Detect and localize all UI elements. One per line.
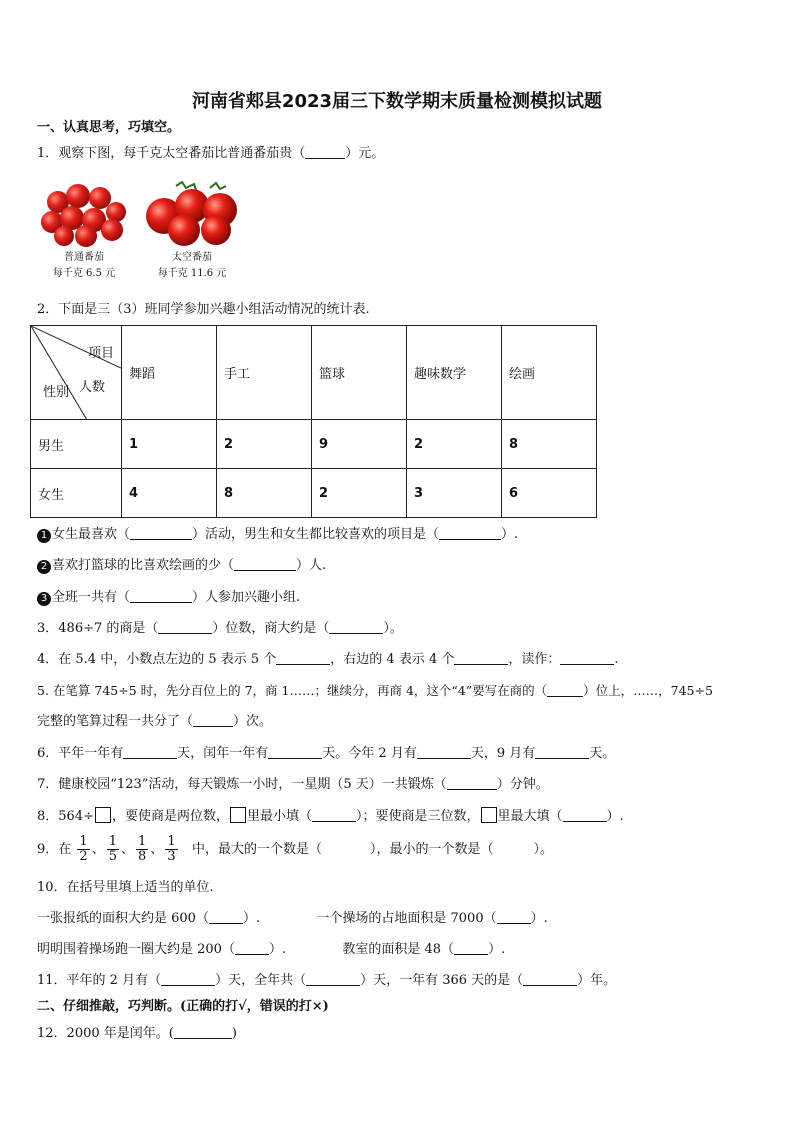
- fraction-numerator: 1: [79, 834, 88, 849]
- question-3: [37, 620, 403, 638]
- question-7: [37, 776, 549, 794]
- q10-l1c: 一个操场的占地面积是 7000（: [316, 911, 497, 926]
- box-square: [95, 807, 111, 823]
- box-square: [481, 807, 497, 823]
- page-title: 河南省郏县2023届三下数学期末质量检测模拟试题: [191, 91, 603, 112]
- separator: 、: [150, 842, 164, 857]
- q8-e: 里最大填（: [497, 809, 563, 824]
- fraction: [136, 835, 148, 864]
- diagonal-lines: [31, 326, 121, 420]
- answer-blank[interactable]: [130, 590, 192, 603]
- q10-l1d: ）.: [530, 911, 548, 926]
- q4-c: ，读作：: [508, 652, 561, 667]
- fraction: [165, 835, 177, 864]
- space-tomato-label: 太空番茄: [172, 252, 212, 263]
- q2-sub1-a: 女生最喜欢（: [52, 527, 131, 542]
- q6-c: 天。今年 2 月有: [322, 746, 417, 761]
- answer-blank[interactable]: [130, 527, 192, 540]
- q2-sub3-a: 全班一共有（: [52, 590, 131, 605]
- answer-blank[interactable]: [235, 942, 269, 955]
- q9-c: ），最小的一个数是（: [370, 842, 494, 857]
- answer-blank[interactable]: [547, 684, 583, 697]
- answer-blank[interactable]: [305, 146, 345, 159]
- q8-a: 8．564÷: [37, 809, 94, 824]
- answer-blank[interactable]: [417, 746, 471, 759]
- q10-l2d: ）.: [488, 942, 506, 957]
- q2-sub2-a: 喜欢打篮球的比喜欢绘画的少（: [52, 558, 235, 573]
- question-2-sub-2: [37, 557, 326, 575]
- q8-d: ）；要使商是三位数，: [356, 809, 480, 824]
- fraction-denominator: 8: [138, 849, 147, 864]
- q6-d: 天，9 月有: [470, 746, 536, 761]
- q6-b: 天，闰年一年有: [177, 746, 269, 761]
- answer-blank[interactable]: [193, 714, 233, 727]
- q6-e: 天。: [589, 746, 616, 761]
- data-cell: 1: [122, 420, 217, 469]
- q12-b: ): [231, 1026, 237, 1041]
- fraction: [107, 835, 119, 864]
- q5-b: ）位上，……，745÷5: [583, 683, 713, 698]
- answer-blank[interactable]: [312, 809, 356, 822]
- circled-number-mark: 1: [37, 529, 51, 543]
- answer-blank[interactable]: [161, 973, 215, 986]
- data-cell: 4: [122, 469, 217, 518]
- q10-l2b: ）.: [268, 942, 287, 957]
- question-5-line-1: [37, 682, 713, 700]
- diag-count-label: 人数: [79, 380, 106, 395]
- answer-blank[interactable]: [454, 652, 508, 665]
- q3-a: 3．486÷7 的商是（: [37, 621, 159, 636]
- row-label: 男生: [31, 420, 122, 469]
- q8-c: 里最小填（: [247, 809, 313, 824]
- answer-blank[interactable]: [560, 652, 614, 665]
- q11-c: ）天，一年有 366 天的是（: [360, 973, 524, 988]
- fraction-denominator: 3: [167, 849, 176, 864]
- question-10-line-1: [37, 910, 548, 928]
- question-10-intro: 10．在括号里填上适当的单位.: [37, 880, 214, 895]
- ordinary-tomato-figure: [38, 180, 130, 280]
- section-2-heading: 二、仔细推敲，巧判断。(正确的打√，错误的打×): [37, 999, 329, 1014]
- answer-blank[interactable]: [563, 809, 607, 822]
- answer-blank[interactable]: [523, 973, 577, 986]
- fraction-denominator: 5: [108, 849, 117, 864]
- header-cell: 趣味数学: [407, 326, 502, 420]
- q10-l1b: ）.: [242, 911, 261, 926]
- q1-text-b: ）元。: [345, 146, 385, 161]
- data-cell: 2: [407, 420, 502, 469]
- question-10-line-2: [37, 941, 505, 959]
- q7-a: 7．健康校园“123”活动，每天锻炼一小时，一星期（5 天）一共锻炼（: [37, 777, 447, 792]
- fraction: [77, 835, 89, 864]
- question-1: [37, 145, 384, 163]
- q5-c: 完整的笔算过程一共分了（: [37, 714, 194, 729]
- question-2-sub-1: [37, 526, 518, 544]
- header-cell: 篮球: [312, 326, 407, 420]
- answer-blank[interactable]: [454, 942, 488, 955]
- q3-c: ）。: [383, 621, 403, 636]
- data-cell: 3: [407, 469, 502, 518]
- q4-a: 4．在 5.4 中，小数点左边的 5 表示 5 个: [37, 652, 277, 667]
- data-cell: 2: [217, 420, 312, 469]
- answer-blank[interactable]: [535, 746, 589, 759]
- circled-number-mark: 2: [37, 560, 51, 574]
- q4-b: ，右边的 4 表示 4 个: [330, 652, 455, 667]
- q4-d: .: [614, 652, 619, 667]
- q5-a: 5. 在笔算 745÷5 时，先分百位上的 7，商 1……；继续分，再商 4，这个“4”要写在商的（: [37, 683, 548, 698]
- answer-blank[interactable]: [329, 621, 383, 634]
- q8-f: ）.: [606, 809, 624, 824]
- diag-gender-label: 性别: [43, 385, 70, 400]
- q11-a: 11．平年的 2 月有（: [37, 973, 162, 988]
- data-cell: 9: [312, 420, 407, 469]
- separator: 、: [91, 842, 105, 857]
- q5-d: ）次。: [233, 714, 273, 729]
- interest-group-table: [30, 325, 597, 518]
- table-row: [31, 469, 597, 518]
- question-12: [37, 1025, 237, 1043]
- tomato-pile-image: [38, 180, 130, 248]
- header-cell: 绘画: [502, 326, 597, 420]
- question-4: [37, 651, 619, 669]
- q9-d: ）。: [533, 842, 554, 857]
- q8-b: ，要使商是两位数，: [111, 809, 229, 824]
- q9-a: 9．在: [37, 842, 72, 857]
- ordinary-tomato-price: 每千克 6.5 元: [52, 268, 116, 279]
- answer-blank[interactable]: [447, 777, 497, 790]
- q2-sub1-b: ）活动，男生和女生都比较喜欢的项目是（: [192, 527, 440, 542]
- data-cell: 8: [217, 469, 312, 518]
- answer-blank[interactable]: [209, 911, 243, 924]
- answer-blank[interactable]: [174, 1026, 232, 1039]
- diagonal-header-cell: [31, 326, 122, 420]
- question-6: [37, 745, 615, 763]
- q2-sub3-b: ）人参加兴趣小组.: [192, 590, 301, 605]
- question-2-intro: 2．下面是三（3）班同学参加兴趣小组活动情况的统计表.: [37, 302, 370, 317]
- q3-b: ）位数，商大约是（: [212, 621, 330, 636]
- q6-a: 6．平年一年有: [37, 746, 124, 761]
- q2-sub2-b: ）人.: [296, 558, 327, 573]
- q10-l2c: 教室的面积是 48（: [342, 942, 455, 957]
- data-cell: 2: [312, 469, 407, 518]
- space-tomato-image: [140, 180, 244, 248]
- circled-number-mark: 3: [37, 592, 51, 606]
- answer-blank[interactable]: [497, 911, 531, 924]
- q2-sub1-c: ）.: [501, 527, 519, 542]
- q1-text-a: 1．观察下图，每千克太空番茄比普通番茄贵（: [37, 146, 306, 161]
- fraction-numerator: 1: [108, 834, 117, 849]
- answer-blank[interactable]: [123, 746, 177, 759]
- q7-b: ）分钟。: [496, 777, 549, 792]
- header-cell: 手工: [217, 326, 312, 420]
- fraction-denominator: 2: [79, 849, 88, 864]
- answer-blank[interactable]: [439, 527, 501, 540]
- answer-blank[interactable]: [268, 746, 322, 759]
- question-11: [37, 972, 616, 990]
- header-cell: 舞蹈: [122, 326, 217, 420]
- q11-b: ）天，全年共（: [215, 973, 307, 988]
- answer-blank[interactable]: [158, 621, 212, 634]
- table-row: [31, 420, 597, 469]
- question-5-line-2: [37, 713, 272, 731]
- q10-l2a: 明明围着操场跑一圈大约是 200（: [37, 942, 235, 957]
- space-tomato-price: 每千克 11.6 元: [157, 268, 227, 279]
- question-8: [37, 807, 624, 826]
- q9-b: 中，最大的一个数是（: [192, 842, 323, 857]
- space-tomato-figure: [140, 180, 244, 280]
- data-cell: 6: [502, 469, 597, 518]
- box-square: [230, 807, 246, 823]
- section-1-heading: 一、认真思考，巧填空。: [37, 120, 181, 135]
- q11-d: ）年。: [577, 973, 617, 988]
- q10-l1a: 一张报纸的面积大约是 600（: [37, 911, 209, 926]
- question-2-sub-3: [37, 589, 300, 607]
- diag-item-label: 项目: [88, 346, 115, 361]
- question-9: [37, 832, 553, 868]
- q12-a: 12．2000 年是闰年。(: [37, 1026, 174, 1041]
- answer-blank[interactable]: [306, 973, 360, 986]
- fraction-numerator: 1: [167, 834, 176, 849]
- answer-blank[interactable]: [276, 652, 330, 665]
- ordinary-tomato-label: 普通番茄: [64, 252, 104, 263]
- row-label: 女生: [31, 469, 122, 518]
- answer-blank[interactable]: [234, 558, 296, 571]
- data-cell: 8: [502, 420, 597, 469]
- fraction-numerator: 1: [138, 834, 147, 849]
- separator: 、: [121, 842, 135, 857]
